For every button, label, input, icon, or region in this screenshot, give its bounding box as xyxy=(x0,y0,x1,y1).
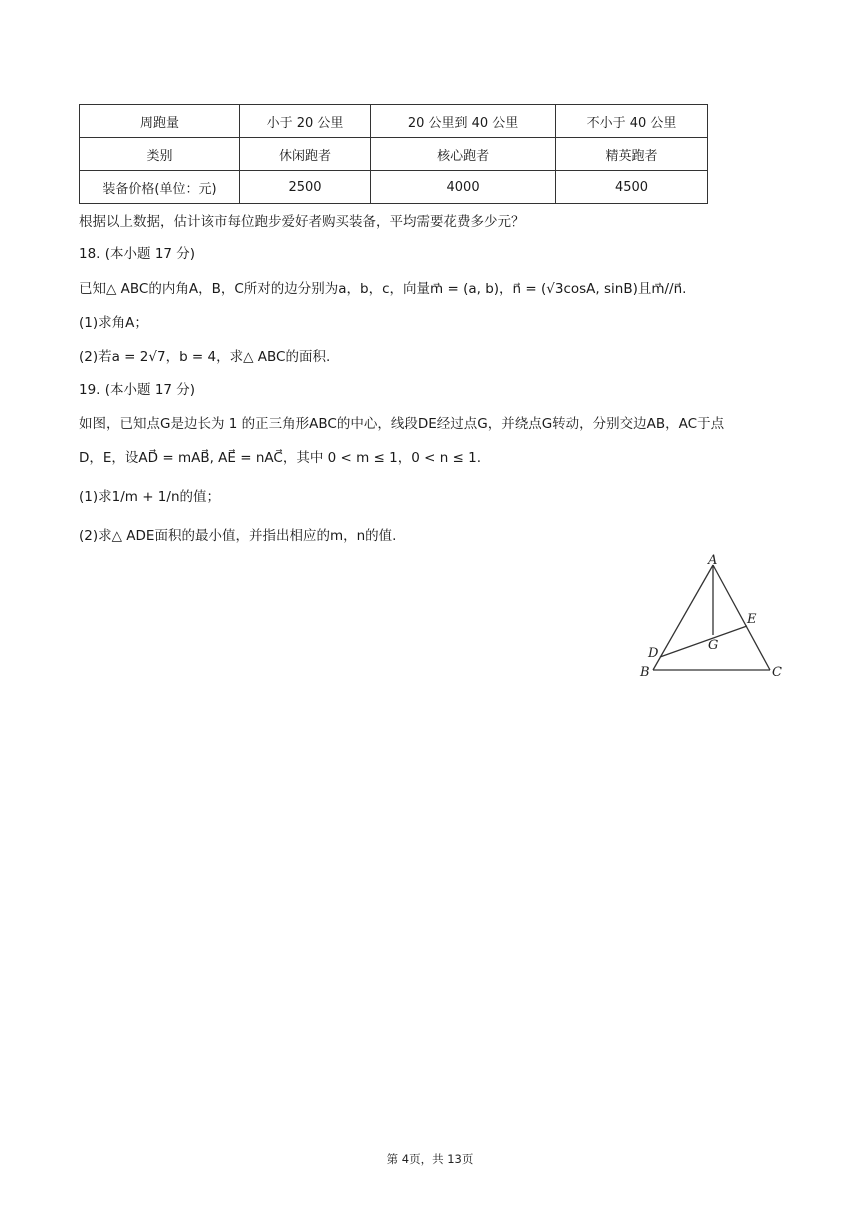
table-cell: 4000 xyxy=(371,171,556,204)
q19-stem-line2: D，E，设AD⃗ = mAB⃗, AE⃗ = nAC⃗，其中 0 < m ≤ 1，0 < n ≤ 1. xyxy=(79,450,482,466)
table-row xyxy=(80,138,708,171)
table-cell: 核心跑者 xyxy=(371,138,556,171)
q19-header: 19. (本小题 17 分) xyxy=(79,382,196,398)
table-cell: 类别 xyxy=(80,138,240,171)
table-cell: 4500 xyxy=(556,171,708,204)
point-label-e: E xyxy=(747,612,757,627)
edge-ac xyxy=(713,565,770,670)
table-cell: 休闲跑者 xyxy=(240,138,371,171)
table-row xyxy=(80,105,708,138)
q18-part1: (1)求角A； xyxy=(79,315,148,331)
segment-de xyxy=(660,626,747,657)
table-cell: 小于 20 公里 xyxy=(240,105,371,138)
table-cell: 2500 xyxy=(240,171,371,204)
q17-question-text: 根据以上数据，估计该市每位跑步爱好者购买装备，平均需要花费多少元？ xyxy=(79,214,525,230)
vertex-label-b: B xyxy=(640,665,650,680)
q18-part2: (2)若a = 2√7，b = 4，求△ ABC的面积. xyxy=(79,349,331,365)
vertex-label-c: C xyxy=(772,665,782,680)
page-footer: 第 4页，共 13页 xyxy=(386,1152,474,1166)
point-label-d: D xyxy=(648,646,659,661)
edge-ab xyxy=(653,565,713,670)
table-cell: 20 公里到 40 公里 xyxy=(371,105,556,138)
table-cell: 不小于 40 公里 xyxy=(556,105,708,138)
table-cell: 装备价格(单位：元) xyxy=(80,171,240,204)
point-label-g: G xyxy=(708,638,719,653)
vertex-label-a: A xyxy=(708,553,718,568)
table-cell: 精英跑者 xyxy=(556,138,708,171)
triangle-figure xyxy=(630,550,790,685)
table-row xyxy=(80,171,708,204)
q19-stem-line1: 如图，已知点G是边长为 1 的正三角形ABC的中心，线段DE经过点G，并绕点G转动，分别交边AB，AC于点 xyxy=(79,416,725,432)
table-cell: 周跑量 xyxy=(80,105,240,138)
q19-part2: (2)求△ ADE面积的最小值，并指出相应的m，n的值. xyxy=(79,528,397,544)
q19-part1: (1)求1/m + 1/n的值； xyxy=(79,489,220,505)
q18-header: 18. (本小题 17 分) xyxy=(79,246,196,262)
equipment-price-table xyxy=(79,104,708,204)
q18-stem: 已知△ ABC的内角A，B，C所对的边分别为a，b，c，向量m⃗ = (a, b)，n⃗ = (√3cosA, sinB)且m⃗//n⃗. xyxy=(79,281,687,297)
